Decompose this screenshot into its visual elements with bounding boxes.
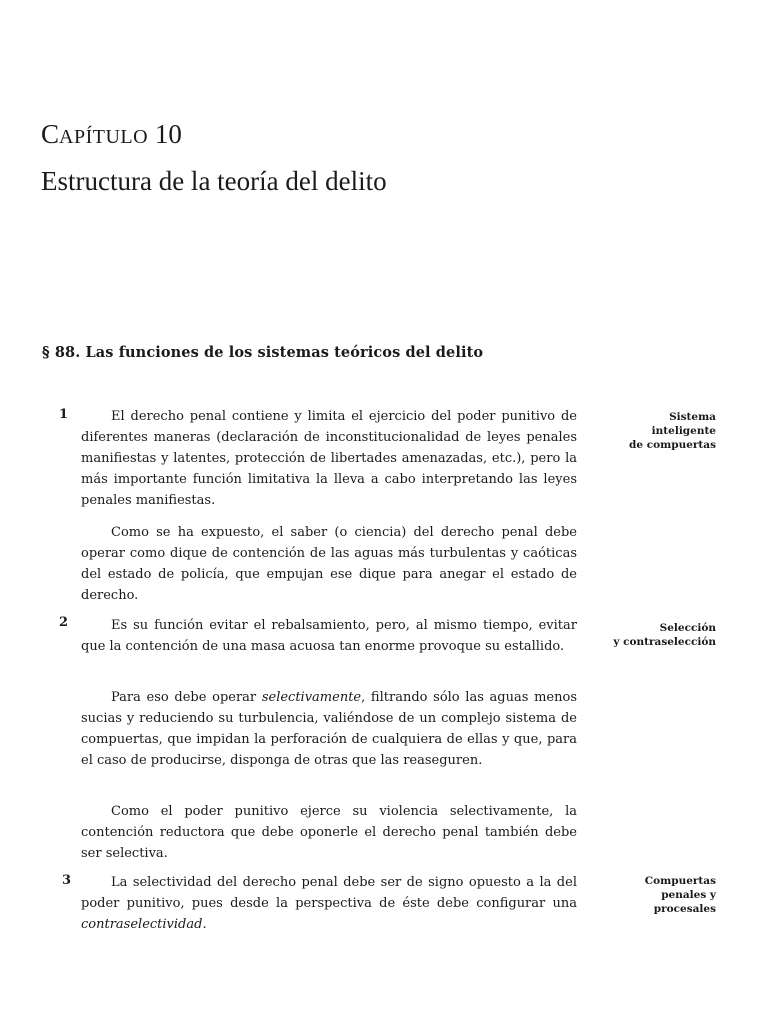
paragraph-2: Como se ha expuesto, el saber (o ciencia) del derecho penal debe operar como dique de contención de las aguas más turbulentas y caóticas del estado de policía, que empujan ese dique para anegar el estado de derecho. <box>81 525 577 603</box>
chapter-label: CAPÍTULO 10 <box>41 119 182 149</box>
margin-note-seleccion: Selección y contraselección <box>613 622 716 648</box>
paragraph-5: Como el poder punitivo ejerce su violencia selectivamente, la contención reductora que debe oponerle el derecho penal también debe ser selectiva. <box>81 804 577 861</box>
margin-note-compuertas: Compuertas penales y procesales <box>644 875 716 915</box>
section-heading: § 88. Las funciones de los sistemas teóricos del delito <box>42 344 484 361</box>
paragraph-number-1: 1 <box>59 407 69 422</box>
margin-note-sistema: Sistema inteligente de compuertas <box>629 411 716 451</box>
paragraph-6: La selectividad del derecho penal debe ser de signo opuesto a la del poder punitivo, pues desde la perspectiva de éste debe configurar una contraselectividad. <box>81 875 577 932</box>
paragraph-4: Para eso debe operar selectivamente, filtrando sólo las aguas menos sucias y reduciendo su turbulencia, valiéndose de un complejo sistema de compuertas, que impidan la perforación de cualquiera de ellas y que, para el caso de producirse, disponga de otras que las reaseguren. <box>81 690 577 768</box>
paragraph-3: Es su función evitar el rebalsamiento, pero, al mismo tiempo, evitar que la contención de una masa acuosa tan enorme provoque su estallido. <box>81 618 577 654</box>
chapter-title: Estructura de la teoría del delito <box>41 166 387 196</box>
chapter-number: 10 <box>154 119 182 149</box>
paragraph-number-3: 3 <box>62 873 72 888</box>
paragraph-number-2: 2 <box>59 615 69 630</box>
paragraph-1: El derecho penal contiene y limita el ejercicio del poder punitivo de diferentes maneras (declaración de inconstitucionalidad de leyes penales manifiestas y latentes, protección de libertades amenazadas, etc.), pero la más importante función limitativa la lleva a cabo interpretando las leyes penales manifiestas. <box>81 409 577 508</box>
